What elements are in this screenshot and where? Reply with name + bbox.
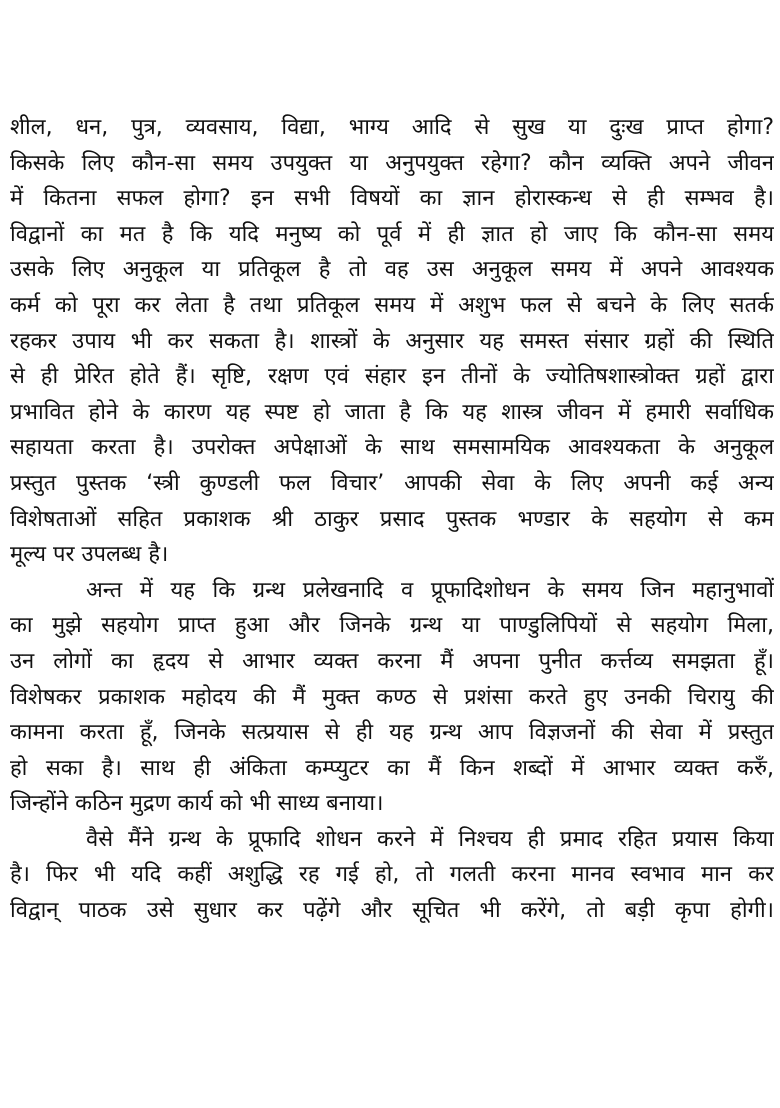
text-line: विशेषकर प्रकाशक महोदय की मैं मुक्त कण्ठ से प्रशंसा करते हुए उनकी चिरायु की [10,684,774,710]
text-line: प्रभावित होने के कारण यह स्पष्ट हो जाता है कि यह शास्त्र जीवन में हमारी सर्वाधिक [10,399,774,425]
text-line: मूल्य पर उपलब्ध है। [10,542,169,568]
text-line: अन्त में यह कि ग्रन्थ प्रलेखनादि व प्रूफादिशोधन के समय जिन महानुभावों [86,577,774,603]
document-page [10,110,774,929]
text-line: शील, धन, पुत्र, व्यवसाय, विद्या, भाग्य आदि से सुख या दुःख प्राप्त होगा? [10,115,774,140]
text-line: विद्वान् पाठक उसे सुधार कर पढ़ेंगे और सूचित भी करेंगे, तो बड़ी कृपा होगी। [10,898,774,924]
text-line: जिन्होंने कठिन मुद्रण कार्य को भी साध्य बनाया। [10,791,384,817]
text-line: में कितना सफल होगा? इन सभी विषयों का ज्ञान होरास्कन्ध से ही सम्भव है। [10,186,774,212]
text-line: विशेषताओं सहित प्रकाशक श्री ठाकुर प्रसाद पुस्तक भण्डार के सहयोग से कम [10,506,774,532]
text-line: उसके लिए अनुकूल या प्रतिकूल है तो वह उस अनुकूल समय में अपने आवश्यक [10,257,774,283]
text-line: वैसे मैंने ग्रन्थ के प्रूफादि शोधन करने में निश्चय ही प्रमाद रहित प्रयास किया [86,826,774,852]
text-line: कर्म को पूरा कर लेता है तथा प्रतिकूल समय में अशुभ फल से बचने के लिए सतर्क [10,292,774,318]
text-line: प्रस्तुत पुस्तक ‘स्त्री कुण्डली फल विचार’ आपकी सेवा के लिए अपनी कई अन्य [10,470,774,496]
text-line: हो सका है। साथ ही अंकिता कम्प्युटर का मैं किन शब्दों में आभार व्यक्त करुँ, [10,755,774,781]
text-line: है। फिर भी यदि कहीं अशुद्धि रह गई हो, तो गलती करना मानव स्वभाव मान कर [10,862,774,888]
paragraph-2 [10,573,774,822]
text-line: उन लोगों का हृदय से आभार व्यक्त करना मैं अपना पुनीत कर्त्तव्य समझता हूँ। [10,648,774,674]
paragraph-1 [10,110,774,573]
text-line: रहकर उपाय भी कर सकता है। शास्त्रों के अनुसार यह समस्त संसार ग्रहों की स्थिति [10,328,774,354]
text-line: सहायता करता है। उपरोक्त अपेक्षाओं के साथ समसामयिक आवश्यकता के अनुकूल [10,435,774,461]
paragraph-3 [10,822,774,929]
text-line: का मुझे सहयोग प्राप्त हुआ और जिनके ग्रन्थ या पाण्डुलिपियों से सहयोग मिला, [10,613,774,639]
text-line: से ही प्रेरित होते हैं। सृष्टि, रक्षण एवं संहार इन तीनों के ज्योतिषशास्त्रोक्त ग्रहों द्वारा [10,364,774,390]
text-line: विद्वानों का मत है कि यदि मनुष्य को पूर्व में ही ज्ञात हो जाए कि कौन-सा समय [10,221,774,247]
text-line: किसके लिए कौन-सा समय उपयुक्त या अनुपयुक्त रहेगा? कौन व्यक्ति अपने जीवन [10,150,774,176]
text-line: कामना करता हूँ, जिनके सत्प्रयास से ही यह ग्रन्थ आप विज्ञजनों की सेवा में प्रस्तुत [10,720,774,746]
